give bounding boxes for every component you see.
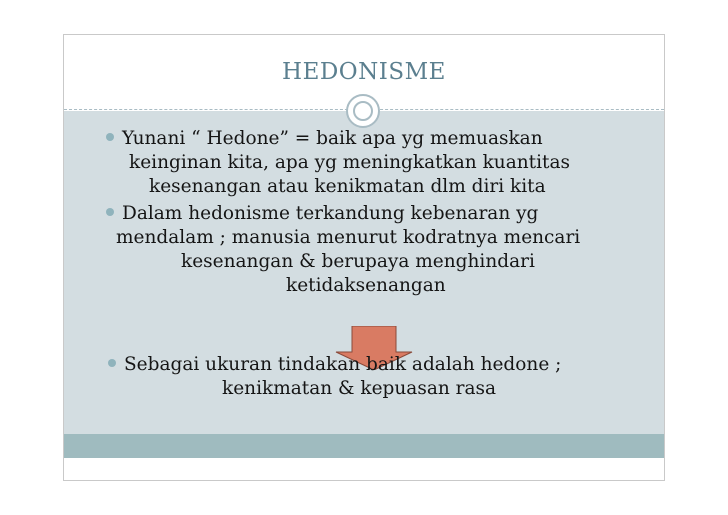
bullet-1-line-2: keinginan kita, apa yg meningkatkan kuantitas <box>129 152 570 173</box>
bullet-icon <box>106 208 114 216</box>
bullet-2-line-3: kesenangan & berupaya menghindari <box>181 251 535 272</box>
bullet-2-line-4: ketidaksenangan <box>286 275 446 296</box>
bullet-icon <box>106 133 114 141</box>
bullet-3-line-2: kenikmatan & kepuasan rasa <box>222 378 497 399</box>
bullet-3-text: Sebagai ukuran tindakan baik adalah hedone ; <box>124 354 562 375</box>
slide-title: HEDONISME <box>282 59 446 85</box>
bullet-3-line-1 <box>108 353 561 377</box>
circle-ornament-icon <box>346 94 380 128</box>
bullet-1-line-1 <box>106 127 543 151</box>
bullet-2-text: Dalam hedonisme terkandung kebenaran yg <box>122 203 539 224</box>
bullet-icon <box>108 359 116 367</box>
bullet-1-line-3: kesenangan atau kenikmatan dlm diri kita <box>149 176 546 197</box>
bullet-2-line-2: mendalam ; manusia menurut kodratnya mencari <box>116 227 581 248</box>
footer-bar <box>64 434 664 458</box>
bullet-1-text: Yunani “ Hedone” = baik apa yg memuaskan <box>122 128 543 149</box>
bullet-2-line-1 <box>106 202 538 226</box>
slide <box>63 34 665 481</box>
